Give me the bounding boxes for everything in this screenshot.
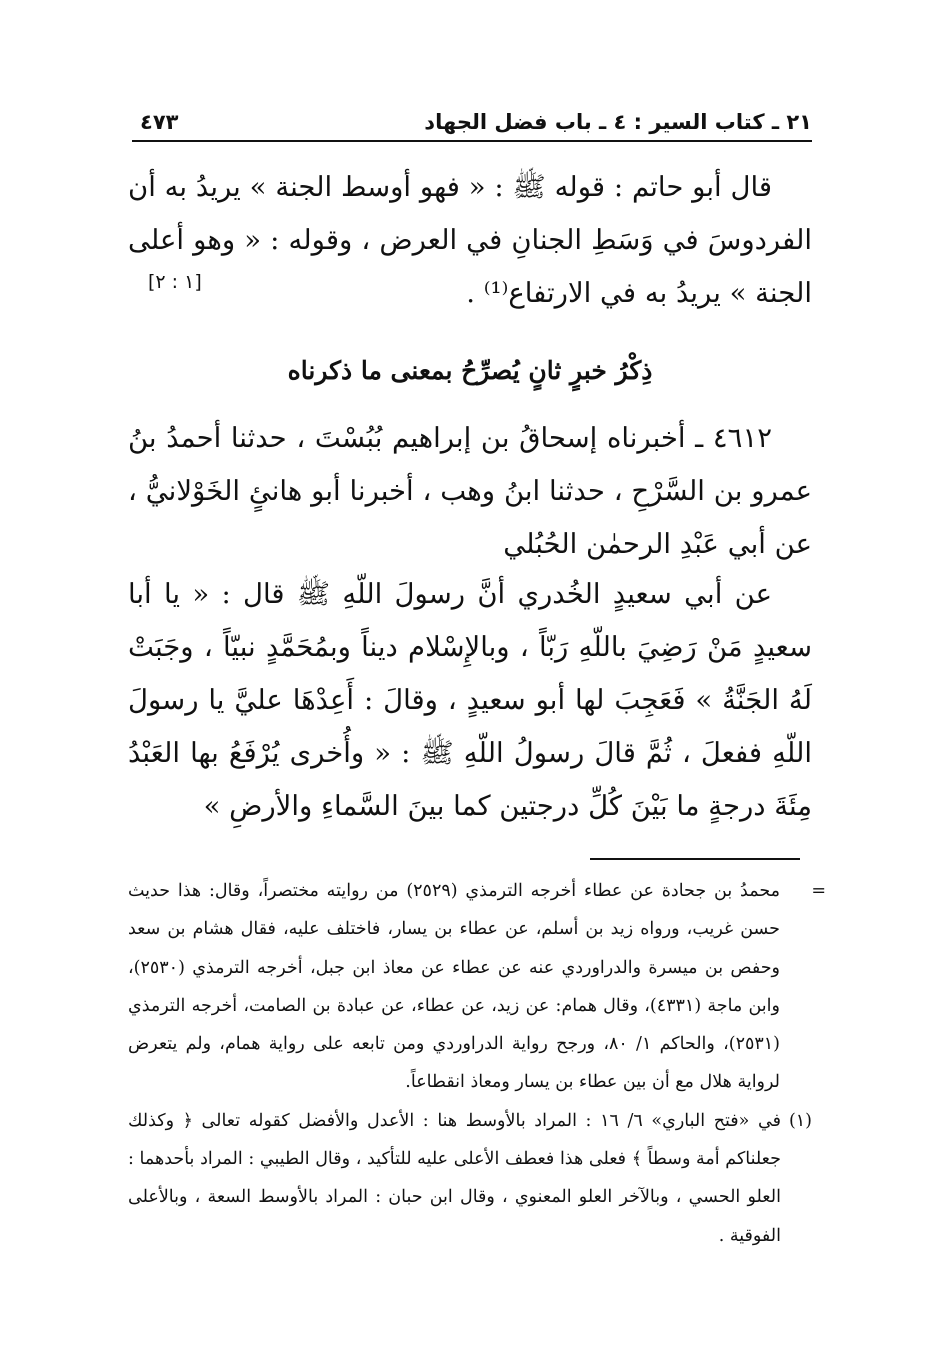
reference-tag: [١ : ٢] xyxy=(148,271,202,293)
continuation-text: محمدُ بن جحادة عن عطاء أخرجه الترمذي (٢٥٢٩) من روايته مختصراً، وقال: هذا حديث حسن غريب، ورواه زيد بن أسلم، عن عطاء بن يسار، فاختلف عليه، فقال هشام بن سعد وحفص بن ميسرة والدراوردي عنه عن عطاء عن معاذ ابن جبل، أخرجه الترمذي (٢٥٣٠)، وابن ماجة (٤٣٣١)، وقال همام: عن زيد، عن عطاء، عن عبادة بن الصامت، أخرجه الترمذي (٢٥٣١)، والحاكم ١/ ٨٠، ورجح رواية الدراوردي ومن تابعه على رواية همام، ولم يتعرض لرواية هلال مع أن بين عطاء بن يسار ومعاذ انقطاعاً. xyxy=(128,881,780,1093)
hadith-text-paragraph xyxy=(128,568,812,833)
page-header xyxy=(140,102,812,134)
header-rule xyxy=(132,140,812,142)
footnote-separator xyxy=(590,858,800,860)
continuation-marker: = xyxy=(811,881,826,901)
hadith-chain-paragraph xyxy=(128,412,812,571)
hadith-text: عن أبي سعيدٍ الخُدري أنَّ رسولَ اللّهِ ﷺ قال : « يا أبا سعيدٍ مَنْ رَضِيَ باللّهِ رَبّاً ، وبالإِسْلام ديناً وبمُحَمَّدٍ نبيّاً ، وجَبَتْ لَهُ الجَنَّةُ » فَعَجِبَ لها أبو سعيدٍ ، وقالَ : أَعِدْهَا عليَّ يا رسولَ اللّهِ ففعلَ ، ثُمَّ قالَ رسولُ اللّهِ ﷺ : « وأُخرى يُرْفَعُ بها العَبْدُ مِئَةَ درجةٍ ما بَيْنَ كُلِّ درجتين كما بينَ السَّماءِ والأرضِ » xyxy=(128,578,812,822)
footnote-1-text: في «فتح الباري» ٦/ ١٦ : المراد بالأوسط هنا : الأعدل والأفضل كقوله تعالى ﴿ وكذلك جعلناكم أمة وسطاً ﴾ فعلى هذا فعطف الأعلى عليه للتأكيد ، وقال الطيبي : المراد بأحدهما : العلو الحسي ، وبالآخر العلو المعنوي ، وقال ابن حبان : المراد بالأوسط السعة ، وبالأعلى الفوقية . xyxy=(128,1110,781,1246)
section-heading: ذِكْرُ خبرٍ ثانٍ يُصرِّحُ بمعنى ما ذكرناه xyxy=(287,356,653,385)
running-title: ٢١ ـ كتاب السير : ٤ ـ باب فضل الجهاد xyxy=(424,110,812,134)
commentary-paragraph xyxy=(128,161,812,320)
footnote-continuation xyxy=(128,872,826,1102)
hadith-chain: ٤٦١٢ ـ أخبرناه إسحاقُ بن إبراهيم بُبُسْتَ ، حدثنا أحمدُ بنُ عمرو بن السَّرْحِ ، حدثنا ابنُ وهب ، أخبرنا أبو هانئٍ الخَوْلانيُّ ، عن أبي عَبْدِ الرحمٰن الحُبُلي xyxy=(128,422,812,560)
footnotes xyxy=(128,872,826,1255)
page-number: ٤٧٣ xyxy=(140,110,179,134)
footnote-1 xyxy=(128,1102,812,1255)
footnote-1-number: (١) xyxy=(788,1110,812,1131)
commentary-text: قال أبو حاتم : قوله ﷺ : « فهو أوسط الجنة » يريدُ به أن الفردوسَ في وَسَطِ الجنانِ في العرض ، وقوله : « وهو أعلى الجنة » يريدُ به في الارتفاع⁽¹⁾ . xyxy=(128,171,812,309)
